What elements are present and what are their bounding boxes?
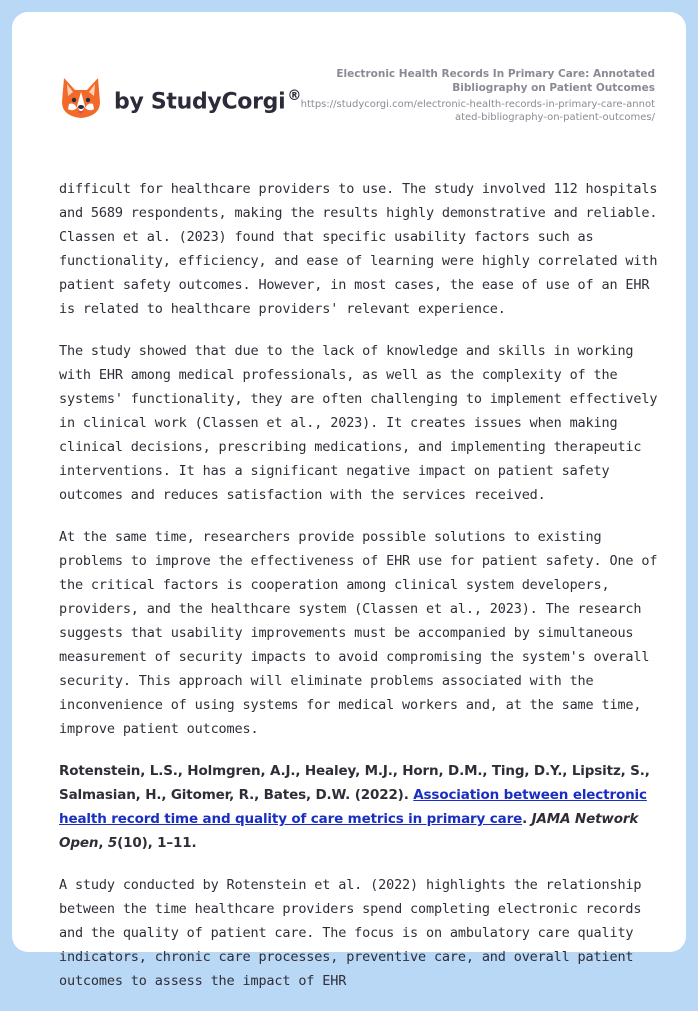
document-title: Electronic Health Records In Primary Care: Annotated Bibliography on Patient Outcomes (336, 68, 655, 94)
reference-volume: 5 (107, 835, 118, 851)
body-paragraph-4: A study conducted by Rotenstein et al. (2022) highlights the relationship between the time healthcare providers spend completing electronic records and the quality of patient care. The focus is on ambulatory care quality indicators, chronic care processes, preventive care, and overall patient outcomes to assess the impact of EHR (59, 877, 642, 989)
body-paragraph-3: At the same time, researchers provide possible solutions to existing problems to improve the effectiveness of EHR use for patient safety. One of the critical factors is cooperation among clinical system developers, providers, and the healthcare system (Classen et al., 2023). The research suggests that usability improvements must be accompanied by simultaneous measurement of security impacts to avoid compromising the system's overall security. This approach will eliminate problems associated with the inconvenience of using systems for medical workers and, at the same time, improve patient outcomes. (59, 529, 658, 737)
registered-mark: ® (287, 87, 302, 104)
reference-entry (59, 759, 659, 855)
reference-authors: Rotenstein, L.S., Holmgren, A.J., Healey, M.J., Horn, D.M., Ting, D.Y., Lipsitz, S., Salmasian, H., Gitomer, R., Bates, D.W. (2022). (59, 763, 650, 803)
document-url[interactable]: https://studycorgi.com/electronic-health-records-in-primary-care-annotated-bibliography-on-patient-outcomes/ (300, 99, 655, 123)
document-body (59, 177, 659, 1011)
reference-journal: JAMA Network Open (59, 811, 639, 851)
corgi-icon (60, 76, 102, 120)
studycorgi-logo[interactable] (60, 76, 301, 120)
reference-punctuation: . (522, 811, 532, 827)
reference-separator: , (98, 835, 108, 851)
document-meta (295, 67, 655, 124)
reference-link[interactable]: Association between electronic health record time and quality of care metrics in primary care (59, 787, 647, 827)
document-page (12, 12, 686, 989)
body-paragraph-1: difficult for healthcare providers to use. The study involved 112 hospitals and 5689 respondents, making the results highly demonstrative and reliable. Classen et al. (2023) found that specific usability factors such as functionality, efficiency, and ease of learning were highly correlated with patient safety outcomes. However, in most cases, the ease of use of an EHR is related to healthcare providers' relevant experience. (59, 181, 658, 317)
reference-issue-pages: (10), 1–11. (117, 835, 197, 851)
body-paragraph-2: The study showed that due to the lack of knowledge and skills in working with EHR among medical professionals, as well as the complexity of the systems' functionality, they are often challenging to implement effectively in clinical work (Classen et al., 2023). It creates issues when making clinical decisions, prescribing medications, and implementing therapeutic interventions. It has a significant negative impact on patient safety outcomes and reduces satisfaction with the services received. (59, 343, 658, 503)
brand-name: by StudyCorgi ® (114, 87, 302, 115)
